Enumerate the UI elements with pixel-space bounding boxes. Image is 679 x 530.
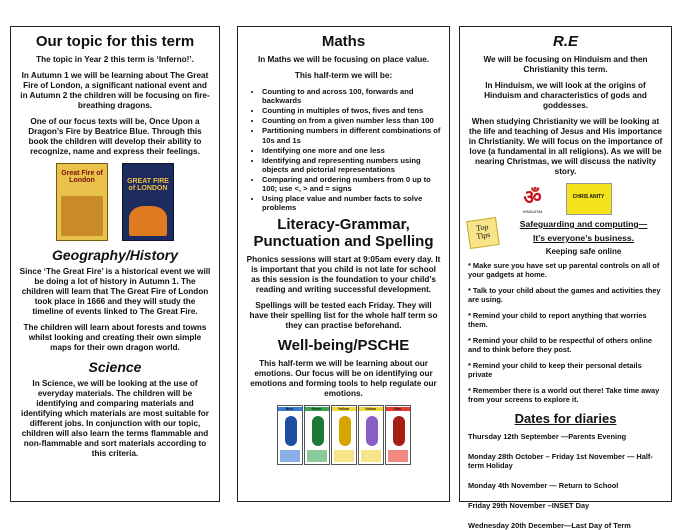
emotion-card bbox=[358, 405, 384, 465]
tip-item: * Talk to your child about the games and activities they are using. bbox=[468, 285, 661, 304]
topic-title: Our topic for this term bbox=[35, 33, 195, 50]
emotion-label: Blue bbox=[278, 407, 302, 411]
safeguarding-subtitle: It’s everyone’s business. bbox=[532, 233, 635, 243]
date-item: Thursday 12th September —Parents Evening bbox=[468, 432, 627, 442]
maths-list bbox=[246, 87, 441, 212]
list-item: • Using place value and number facts to solve problems bbox=[262, 194, 441, 212]
emotions-chart bbox=[246, 405, 441, 465]
geography-p2: The children will learn about forests and towns whilst looking and creating their own simple maps for their own dragon world. bbox=[23, 323, 207, 352]
safeguarding-title: Safeguarding and computing— bbox=[519, 219, 648, 229]
re-title: R.E bbox=[552, 33, 578, 50]
book1-title: Great Fire of London bbox=[61, 170, 103, 184]
list-item: • Partitioning numbers in different combinations of 10s and 1s bbox=[262, 126, 441, 144]
science-text: In Science, we will be looking at the use of everyday materials. The children will be identifying and comparing materials and identifying which materials are most suitable for different jobs. In conjunction with our topic, children will also learn the terms flammable and non-flammable and sort materials according to this criteria. bbox=[21, 379, 209, 458]
topic-panel bbox=[10, 26, 220, 502]
re-p1: We will be focusing on Hinduism and then Christianity this term. bbox=[483, 55, 648, 74]
list-item: • Counting to and across 100, forwards and backwards bbox=[262, 87, 441, 105]
geography-p1: Since ‘The Great Fire’ is a historical event we will be doing a lot of history in Autumn 1. The children will learn that The Great Fire of London took place in 1666 and they will study the timeline of events linked to The Great Fire. bbox=[19, 267, 211, 316]
emotion-card bbox=[385, 405, 411, 465]
spellings-keyword: Spellings bbox=[255, 301, 292, 311]
geography-history-title: Geography/History bbox=[51, 247, 179, 263]
emotion-figure-icon bbox=[285, 416, 297, 446]
date-item: Monday 28th October – Friday 1st November — Half-term Holiday bbox=[468, 452, 653, 471]
tip-item: * Remind your child to be respectful of others online and to think before they post. bbox=[468, 335, 652, 354]
list-item: • Counting on from a given number less than 100 bbox=[262, 116, 441, 125]
emotion-card bbox=[277, 405, 303, 465]
book-cover-great-fire bbox=[56, 163, 108, 241]
keeping-safe-title: Keeping safe online bbox=[545, 247, 622, 256]
science-title: Science bbox=[88, 359, 142, 375]
emotion-figure-icon bbox=[393, 416, 405, 446]
sticky-note-icon: Top Tips bbox=[466, 217, 500, 249]
christianity-label: CHRIS ANITY bbox=[572, 194, 605, 200]
re-p2: In Hinduism, we will look at the origins of Hinduism and characteristics of gods and goddesses. bbox=[484, 81, 647, 110]
emotion-label: Red bbox=[386, 407, 410, 411]
book2-title: GREAT FIRE of LONDON bbox=[127, 178, 169, 192]
maths-title: Maths bbox=[321, 33, 366, 50]
maths-intro: In Maths we will be focusing on place value. bbox=[257, 55, 430, 64]
safeguarding-header bbox=[468, 219, 663, 261]
date-item: Friday 29th November –INSET Day bbox=[468, 501, 590, 511]
cross-icon bbox=[566, 183, 612, 215]
re-panel bbox=[459, 26, 672, 530]
phonics-keyword: Phonics bbox=[246, 255, 279, 265]
literacy-title: Literacy-Grammar, Punctuation and Spelling bbox=[253, 216, 434, 251]
tip-item: * Remind your child to keep their personal details private bbox=[468, 361, 642, 380]
topic-focus-text: One of our focus texts will be, Once Upon a Dragon’s Fire by Beatrice Blue. Through this book the children will develop their ability to recognize, name and express their feelings. bbox=[28, 117, 202, 156]
date-item: Wednesday 20th December—Last Day of Term bbox=[468, 521, 631, 530]
spellings-text bbox=[246, 301, 441, 331]
list-item: • Identifying and representing numbers using objects and pictorial representations bbox=[262, 156, 441, 174]
list-item: • Counting in multiples of twos, fives and tens bbox=[262, 106, 441, 115]
dates-title: Dates for diaries bbox=[514, 411, 617, 427]
list-item: • Comparing and ordering numbers from 0 up to 100; use <, > and = signs bbox=[262, 175, 441, 193]
emotion-label: Yellow bbox=[359, 407, 383, 411]
tip-item: * Remember there is a world out there! Take time away from your screens to explore it. bbox=[468, 386, 660, 405]
phonics-rest: sessions will start at 9:05am every day. It is important that you child is not late for school as this session is the foundation to your child’s reading and writing successful development. bbox=[251, 255, 441, 295]
emotion-figure-icon bbox=[339, 416, 351, 446]
maths-halfterm: This half-term we will be: bbox=[294, 71, 393, 80]
emotion-figure-icon bbox=[366, 416, 378, 446]
spellings-rest: will be tested each Friday. They will have their spelling list for the whole half term so they can practise beforehand. bbox=[249, 301, 438, 331]
maths-panel bbox=[237, 26, 450, 502]
list-item: • Identifying one more and one less bbox=[262, 146, 441, 155]
topic-intro: The topic in Year 2 this term is ‘Inferno!’. bbox=[36, 55, 194, 64]
tip-item: * Remind your child to report anything that worries them. bbox=[468, 310, 647, 329]
wellbeing-title: Well-being/PSCHE bbox=[277, 337, 410, 355]
hinduism-label: HINDUISM bbox=[522, 209, 543, 214]
emotion-figure-icon bbox=[312, 416, 324, 446]
religion-icons bbox=[468, 183, 663, 215]
book-cover-great-fire-dark bbox=[122, 163, 174, 241]
emotion-label: Green bbox=[305, 407, 329, 411]
wellbeing-text: This half-term we will be learning about our emotions. Our focus will be on identifying our emotions and forming tools to help regulate our emotions. bbox=[250, 359, 437, 399]
re-p3: When studying Christianity we will be looking at the life and teaching of Jesus and His importance in Christianity. We will focus on the importance of love (a fundamental in all religions). As we will be nearing Christmas, we will discuss the nativity story. bbox=[468, 117, 663, 176]
date-item: Monday 4th November — Return to School bbox=[468, 481, 619, 491]
om-icon: ॐ bbox=[523, 186, 542, 209]
emotion-card bbox=[331, 405, 357, 465]
phonics-text bbox=[246, 255, 441, 295]
emotion-label: Yellow bbox=[332, 407, 356, 411]
book-covers bbox=[19, 163, 211, 241]
emotion-card bbox=[304, 405, 330, 465]
tip-item: * Make sure you have set up parental controls on all of your gadgets at home. bbox=[468, 260, 660, 279]
topic-autumn: In Autumn 1 we will be learning about The Great Fire of London, a significant national event and in Autumn 2 the children will be focusing on fire-breathing dragons. bbox=[20, 71, 210, 110]
